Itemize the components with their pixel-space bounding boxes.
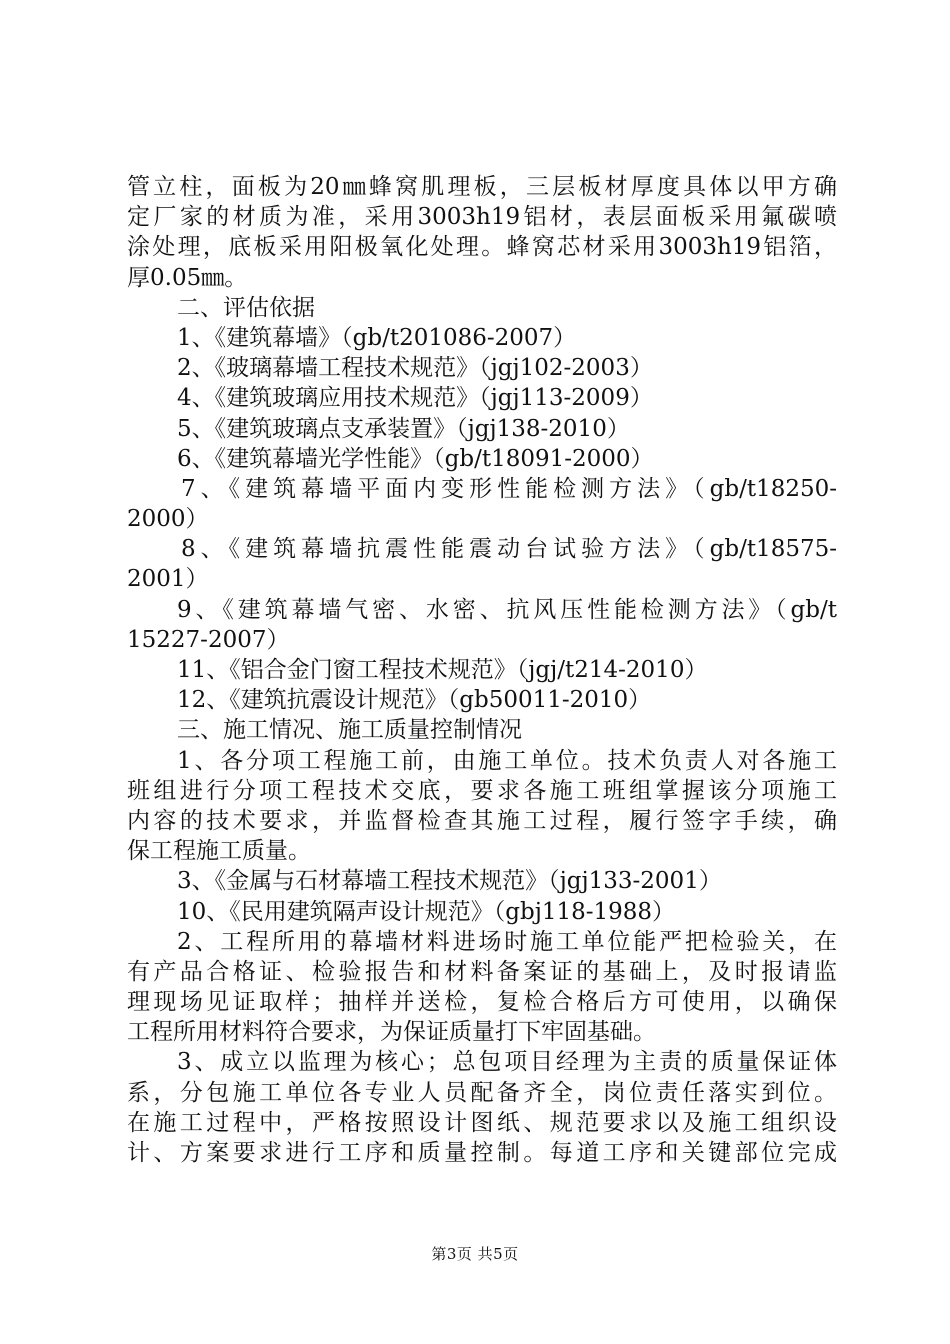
text-line: 2、《玻璃幕墙工程技术规范》（jgj102-2003） [177,355,653,382]
text-line: 6、《建筑幕墙光学性能》（gb/t18091-2000） [177,445,654,472]
text-line: 7、《建筑幕墙平面内变形性能检测方法》（gb/t18250- [181,475,837,502]
page-footer: 第3页 共5页 [431,1245,519,1263]
text-line: 8、《建筑幕墙抗震性能震动台试验方法》（gb/t18575- [181,536,837,563]
text-line: 1、《建筑幕墙》（gb/t201086-2007） [177,324,577,351]
text-line: 班组进行分项工程技术交底，要求各施工班组掌握该分项施工 [127,777,837,804]
text-line: 三、施工情况、施工质量控制情况 [177,717,522,744]
text-line: 有产品合格证、检验报告和材料备案证的基础上，及时报请监 [127,958,837,985]
text-line: 定厂家的材质为准，采用3003h19铝材，表层面板采用氟碳喷 [127,204,837,231]
document-body [127,172,837,1168]
text-line: 12、《建筑抗震设计规范》（gb50011-2010） [177,687,652,714]
text-line: 15227-2007） [127,626,290,653]
text-line: 系，分包施工单位各专业人员配备齐全，岗位责任落实到位。 [127,1079,837,1106]
text-line: 2、工程所用的幕墙材料进场时施工单位能严把检验关，在 [177,928,837,955]
text-line: 保工程施工质量。 [127,838,311,865]
text-line: 管立柱，面板为20㎜蜂窝肌理板，三层板材厚度具体以甲方确 [127,174,837,200]
text-line: 内容的技术要求，并监督检查其施工过程，履行签字手续，确 [127,807,837,834]
text-line: 10、《民用建筑隔声设计规范》（gbj118-1988） [177,898,676,925]
text-line: 9、《建筑幕墙气密、水密、抗风压性能检测方法》（gb/t [177,596,837,623]
text-line: 在施工过程中，严格按照设计图纸、规范要求以及施工组织设 [127,1109,837,1136]
text-line: 工程所用材料符合要求，为保证质量打下牢固基础。 [127,1019,656,1046]
text-line: 5、《建筑玻璃点支承装置》（jgj138-2010） [177,415,630,442]
text-line: 计、方案要求进行工序和质量控制。每道工序和关键部位完成 [127,1140,837,1166]
text-line: 理现场见证取样；抽样并送检，复检合格后方可使用，以确保 [127,989,837,1016]
text-line: 2001） [127,566,209,593]
text-line: 4、《建筑玻璃应用技术规范》（jgj113-2009） [177,385,653,412]
text-line: 二、评估依据 [177,294,315,321]
text-line: 1、各分项工程施工前，由施工单位。技术负责人对各施工 [177,747,837,774]
text-line: 11、《铝合金门窗工程技术规范》（jgj/t214-2010） [177,657,708,683]
text-line: 涂处理，底板采用阳极氧化处理。蜂窝芯材采用3003h19铝箔， [127,234,837,261]
text-line: 厚0.05㎜。 [127,264,248,291]
text-line: 3、成立以监理为核心；总包项目经理为主责的质量保证体 [177,1049,837,1076]
text-line: 3、《金属与石材幕墙工程技术规范》（jgj133-2001） [177,868,722,895]
text-line: 2000） [127,506,209,533]
